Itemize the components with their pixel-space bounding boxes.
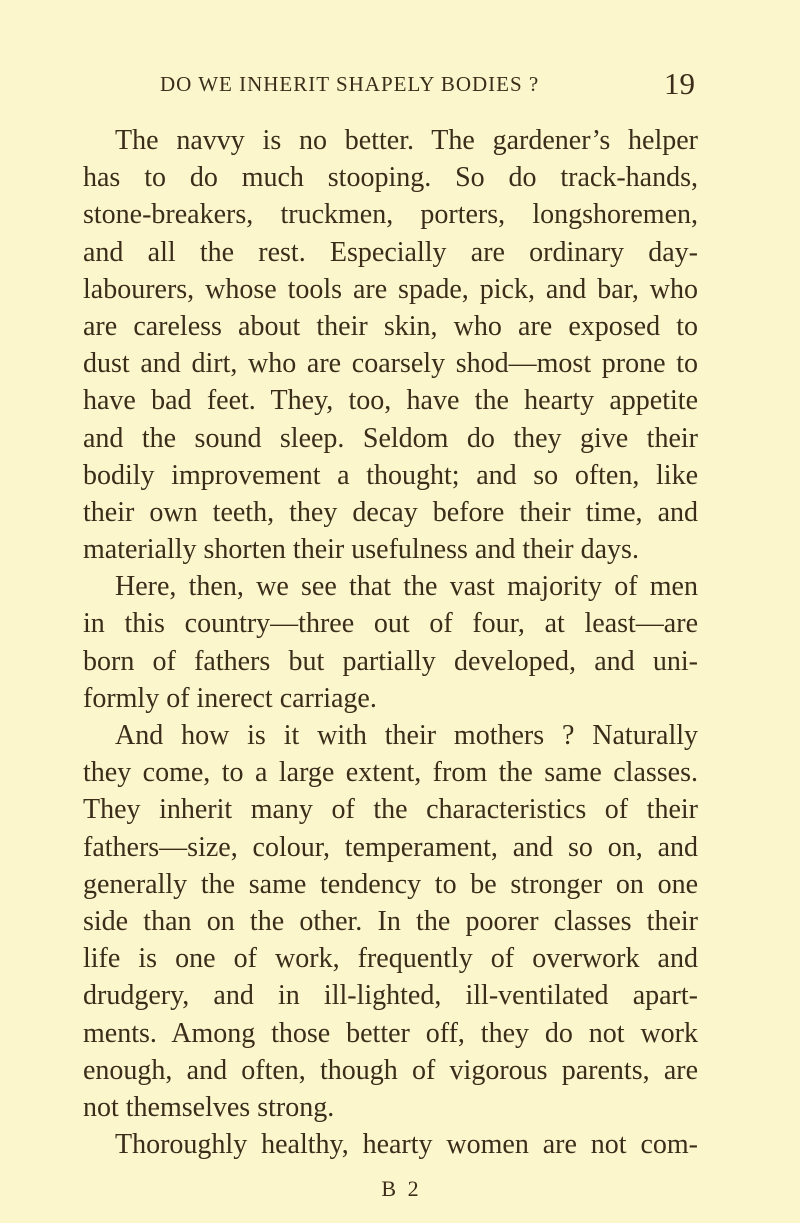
- text-line: not themselves strong.: [83, 1091, 335, 1123]
- text-line: And how is it with their mothers ? Naturally: [115, 720, 698, 751]
- text-line: formly of inerect carriage.: [83, 682, 377, 714]
- text-line: enough, and often, though of vigorous parents, are: [83, 1054, 698, 1086]
- text-line: born of fathers but partially developed, and uni-: [83, 645, 698, 677]
- text-line: They inherit many of the characteristics of their: [83, 794, 698, 826]
- text-line: ments. Among those better off, they do not work: [83, 1017, 698, 1049]
- text-line: generally the same tendency to be stronger on one: [83, 868, 698, 900]
- text-line: and the sound sleep. Seldom do they give their: [83, 422, 698, 454]
- text-line: bodily improvement a thought; and so often, like: [83, 459, 698, 491]
- text-line: Thoroughly healthy, hearty women are not com-: [115, 1129, 698, 1161]
- text-line: side than on the other. In the poorer classes their: [83, 905, 698, 937]
- text-line: fathers—size, colour, temperament, and so on, and: [83, 831, 698, 863]
- text-line: The navvy is no better. The gardener’s helper: [115, 125, 698, 156]
- text-line: has to do much stooping. So do track-hands,: [83, 162, 698, 194]
- text-line: and all the rest. Especially are ordinary day-: [83, 236, 698, 268]
- text-line: stone-breakers, truckmen, porters, longshoremen,: [83, 199, 698, 231]
- page-number: 19: [664, 66, 695, 101]
- text-line: drudgery, and in ill-lighted, ill-ventilated apart-: [83, 980, 698, 1012]
- text-line: they come, to a large extent, from the same classes.: [83, 757, 698, 789]
- running-header: [160, 68, 695, 104]
- signature-mark: B 2: [381, 1176, 419, 1201]
- text-line: their own teeth, they decay before their time, and: [83, 496, 698, 528]
- text-line: in this country—three out of four, at least—are: [83, 608, 698, 640]
- text-line: materially shorten their usefulness and their days.: [83, 534, 639, 566]
- text-line: Here, then, we see that the vast majority of men: [115, 571, 698, 603]
- text-line: are careless about their skin, who are exposed to: [83, 310, 698, 342]
- body-text: [83, 122, 698, 1163]
- text-line: life is one of work, frequently of overwork and: [83, 943, 698, 975]
- text-line: dust and dirt, who are coarsely shod—most prone to: [83, 348, 698, 380]
- text-line: labourers, whose tools are spade, pick, and bar, who: [83, 273, 698, 305]
- text-line: have bad feet. They, too, have the hearty appetite: [83, 385, 698, 417]
- running-title: DO WE INHERIT SHAPELY BODIES ?: [160, 72, 540, 96]
